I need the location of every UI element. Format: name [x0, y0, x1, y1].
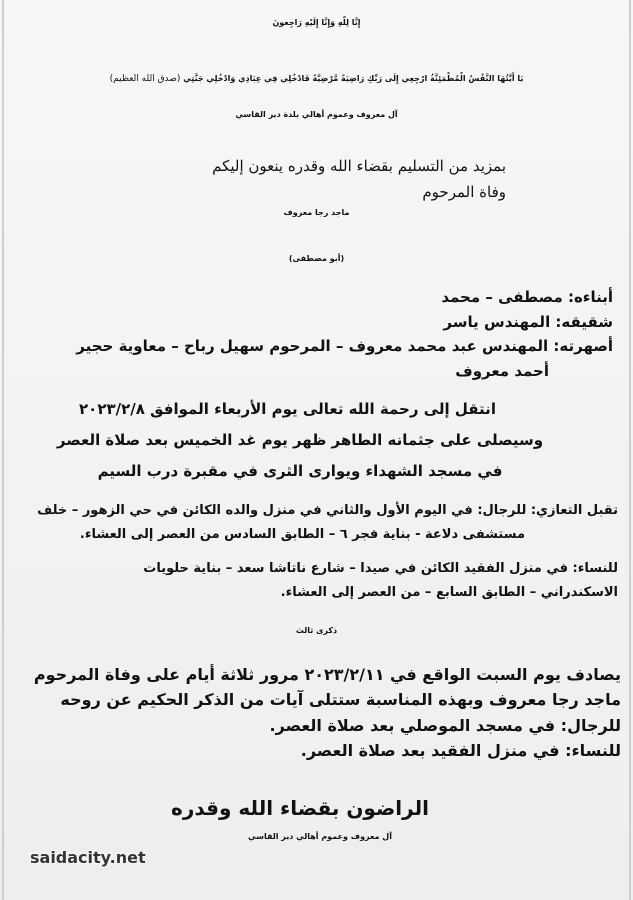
- family-heading: آل معروف وعموم أهالي بلدة دير القاسي: [235, 110, 398, 119]
- funeral-line-2: في مسجد الشهداء ويوارى الثرى في مقبرة درب السيم: [97, 462, 503, 480]
- third-day-line-2: ماجد رجا معروف وبهذه المناسبة ستتلى آيات من الذكر الحكيم عن روحه: [60, 690, 621, 709]
- sons-line: أبناءه: مصطفى – محمد: [441, 288, 613, 306]
- quran-verse: يَا أَيَّتُهَا النَّفْسُ الْمُطْمَئِنَّةُ ارْجِعِي إِلَى رَبِّكِ رَاضِيَةً مَّرْضِيَّةً فَادْخُلِي فِي عِبَادِي وَادْخُلِي جَنَّتِي: [183, 74, 524, 83]
- signature-line-2: آل معروف وعموم أهالي دير القاسي: [248, 832, 392, 841]
- site-watermark: saidacity.net: [30, 848, 146, 867]
- death-notice: انتقل إلى رحمة الله تعالى يوم الأربعاء الموافق ٢٠٢٣/٢/٨: [79, 400, 496, 418]
- brother-line: شقيقه: المهندس ياسر: [443, 313, 613, 331]
- announcement-line-2: وفاة المرحوم: [422, 183, 506, 201]
- deceased-name: ماجد رجا معروف: [283, 208, 350, 217]
- condolences-men-line-1: تقبل التعازي: للرجال: في اليوم الأول والثاني في منزل والده الكائن في حي الزهور – خلف: [37, 503, 618, 518]
- announcement-line-1: بمزيد من التسليم بقضاء الله وقدره ينعون إليكم: [212, 157, 506, 175]
- condolences-women-line-1: للنساء: في منزل الفقيد الكائن في صيدا – شارع ناتاشا سعد – بناية حلويات: [143, 561, 618, 576]
- deceased-kunya: (أبو مصطفى): [288, 254, 345, 263]
- third-day-men: للرجال: في مسجد الموصلي بعد صلاة العصر.: [269, 716, 621, 735]
- condolences-women-line-2: الاسكندراني – الطابق السابع – من العصر إلى العشاء.: [280, 585, 618, 600]
- signature-line-1: الراضون بقضاء الله وقدره: [171, 796, 429, 820]
- page-frame: [2, 0, 631, 900]
- funeral-line-1: وسيصلى على جثمانه الطاهر ظهر يوم غد الخميس بعد صلاة العصر: [56, 431, 544, 449]
- third-day-women: للنساء: في منزل الفقيد بعد صلاة العصر.: [300, 741, 621, 760]
- third-day-title: ذكرى ثالث: [295, 626, 338, 635]
- third-day-line-1: يصادف يوم السبت الواقع في ٢٠٢٣/٢/١١ مرور ثلاثة أيام على وفاة المرحوم: [33, 665, 621, 684]
- in-laws-line-2: أحمد معروف: [455, 362, 549, 380]
- in-laws-line-1: أصهرته: المهندس عبد محمد معروف – المرحوم سهيل رباح – معاوية حجير: [76, 337, 613, 355]
- quran-source: (صدق الله العظيم): [109, 74, 181, 84]
- condolences-men-line-2: مستشفى دلاعة - بناية فجر ٦ – الطابق السادس من العصر إلى العشاء.: [79, 527, 525, 542]
- quran-verse-line: [0, 74, 633, 84]
- opening-verse: إِنَّا لِلّهِ وَإِنَّا إِلَيْهِ رَاجِعونَ: [272, 18, 361, 27]
